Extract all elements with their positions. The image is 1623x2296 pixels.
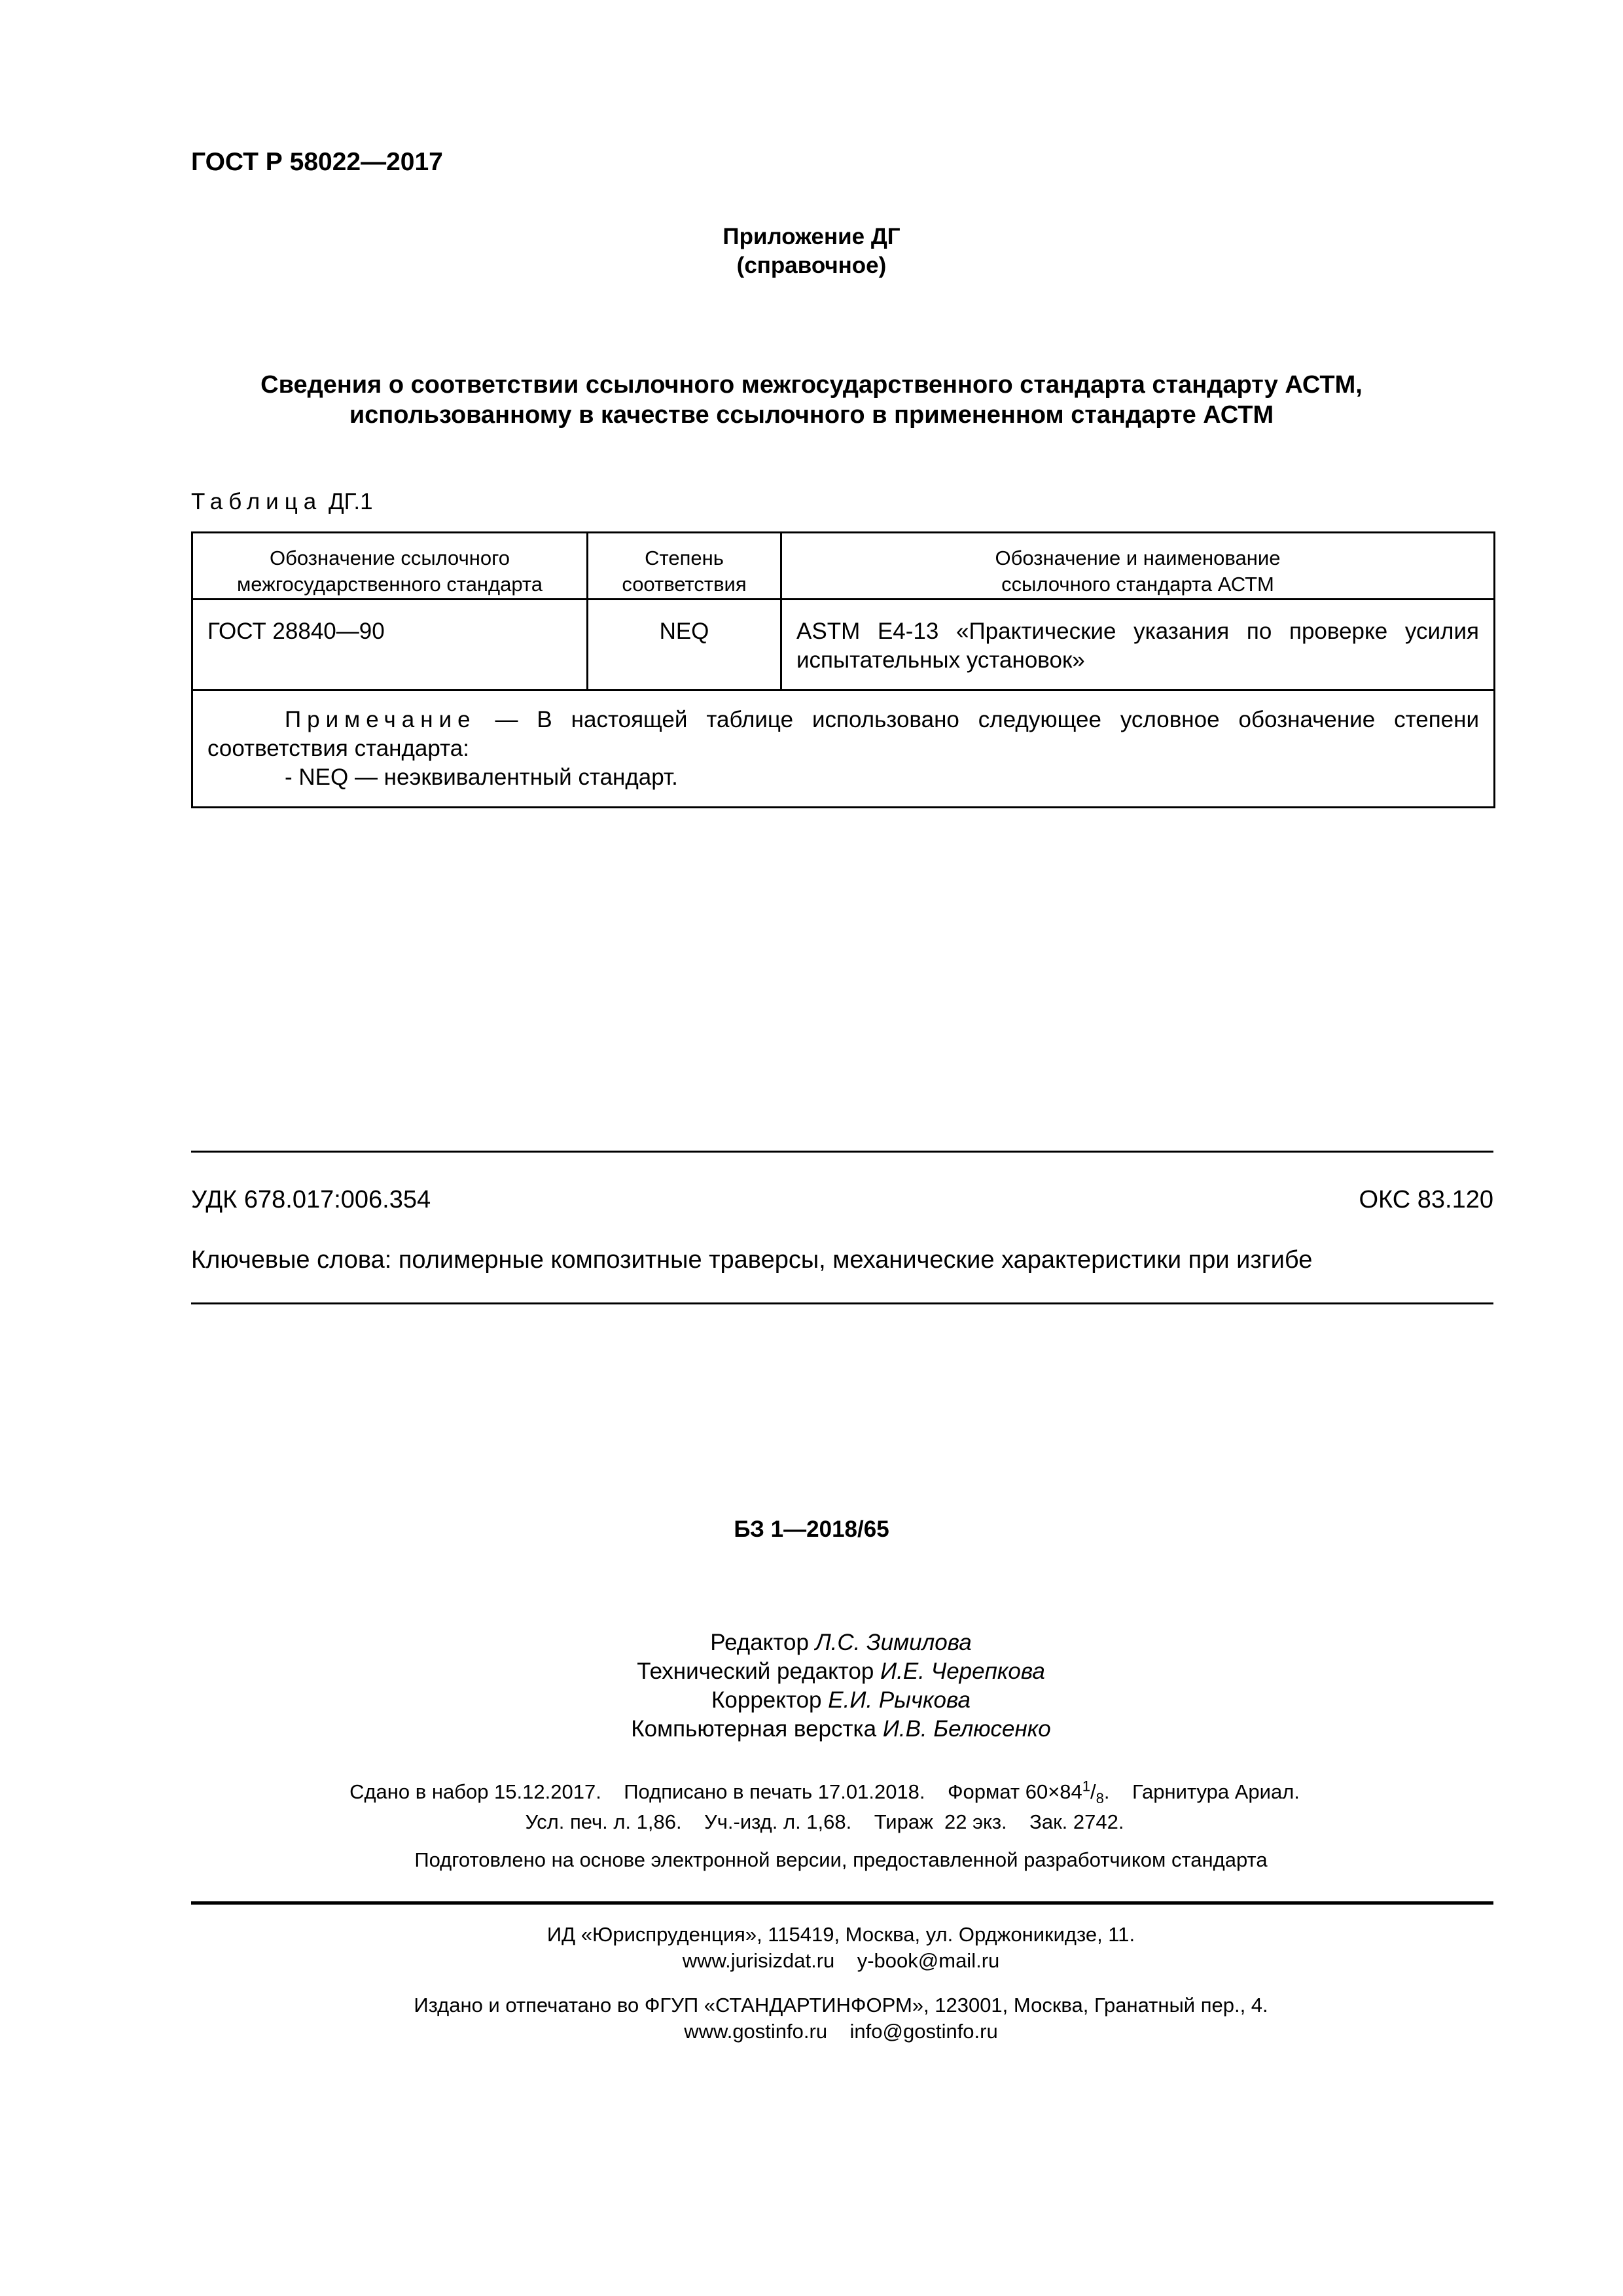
cell-reference: ASTM E4-13 «Практические указания по проверке усилия испытательных установок» xyxy=(781,600,1495,691)
publisher-info xyxy=(0,1922,1623,1974)
header-reference-line-1: Обозначение и наименование xyxy=(995,547,1281,569)
print-info-line-1: Сдано в набор 15.12.2017. Подписано в печать 17.01.2018. Формат $60\times 84^1/_8$. Гарнитура Ариал. xyxy=(349,1778,1300,1807)
heading-line-1: Сведения о соответствии ссылочного межгосударственного стандарта стандарту АСТМ, xyxy=(260,371,1363,399)
appendix-title: Приложение ДГ xyxy=(722,224,901,249)
udc-code: УДК 678.017:006.354 xyxy=(191,1186,431,1213)
table-caption-number: ДГ.1 xyxy=(328,489,373,514)
header-designation-line-1: Обозначение ссылочного xyxy=(270,547,510,569)
cell-designation: ГОСТ 28840—90 xyxy=(192,600,588,691)
section-heading xyxy=(0,370,1623,430)
header-degree-line-2: соответствия xyxy=(622,573,747,596)
table-note-row xyxy=(192,691,1495,808)
prepared-note: Подготовлено на основе электронной версии, предоставленной разработчиком стандарта xyxy=(414,1848,1268,1871)
print-info-line-2: Усл. печ. л. 1,86. Уч.-изд. л. 1,68. Тираж 22 экз. Зак. 2742. xyxy=(525,1810,1124,1833)
note-label: Примечание xyxy=(285,707,476,732)
print-info xyxy=(0,1779,1623,1835)
bz-number: БЗ 1—2018/65 xyxy=(734,1516,889,1542)
oks-code: ОКС 83.120 xyxy=(1359,1186,1493,1213)
cell-degree: NEQ xyxy=(588,600,781,691)
publisher-address: ИД «Юриспруденция», 115419, Москва, ул. Орджоникидзе, 11. xyxy=(546,1923,1135,1946)
header-designation xyxy=(192,533,588,600)
credit-tech-editor: Технический редактор И.Е. Черепкова xyxy=(637,1659,1045,1684)
table-header-row xyxy=(192,533,1495,600)
appendix-type: (справочное) xyxy=(736,253,887,278)
header-reference xyxy=(781,533,1495,600)
printer-address: Издано и отпечатано во ФГУП «СТАНДАРТИНФОРМ», 123001, Москва, Гранатный пер., 4. xyxy=(414,1994,1268,2017)
divider-top xyxy=(191,1151,1493,1153)
divider-bottom xyxy=(191,1302,1493,1304)
table-note xyxy=(192,691,1495,808)
document-code: ГОСТ Р 58022—2017 xyxy=(191,148,443,176)
table-caption xyxy=(191,488,373,516)
divider-imprint xyxy=(191,1901,1493,1905)
credit-editor: Редактор Л.С. Зимилова xyxy=(710,1630,972,1655)
header-designation-line-2: межгосударственного стандарта xyxy=(236,573,543,596)
credit-layout: Компьютерная верстка И.В. Белюсенко xyxy=(631,1716,1051,1742)
header-reference-line-2: ссылочного стандарта АСТМ xyxy=(1001,573,1274,596)
printer-info xyxy=(0,1992,1623,2045)
table-caption-word: Таблица xyxy=(191,489,323,514)
publisher-web: www.jurisizdat.ru y-book@mail.ru xyxy=(682,1949,1000,1972)
credits-block xyxy=(0,1628,1623,1744)
keywords: Ключевые слова: полимерные композитные траверсы, механические характеристики при изгибе xyxy=(191,1246,1313,1274)
printer-web: www.gostinfo.ru info@gostinfo.ru xyxy=(684,2020,998,2043)
header-degree-line-1: Степень xyxy=(645,547,724,569)
appendix-header xyxy=(0,223,1623,280)
credit-corrector: Корректор Е.И. Рычкова xyxy=(711,1687,971,1713)
note-text: — В настоящей таблице использовано следующее условное обозначение степени соответствия стандарта: xyxy=(207,707,1479,761)
note-item: - NEQ — неэквивалентный стандарт. xyxy=(285,764,678,790)
table-row xyxy=(192,600,1495,691)
header-degree xyxy=(588,533,781,600)
heading-line-2: использованному в качестве ссылочного в примененном стандарте АСТМ xyxy=(349,401,1274,429)
reference-standards-table xyxy=(191,531,1495,808)
